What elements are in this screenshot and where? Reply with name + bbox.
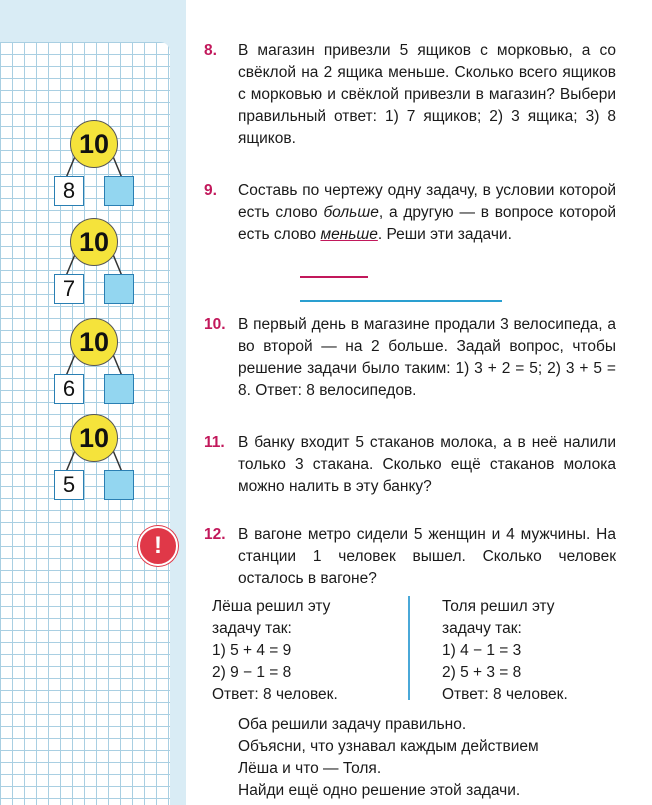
task-text: Составь по чертежу одну задачу, в условии которой есть слово больше, а другую — в вопросе которой есть слово меньше. Реши эти задачи. [238,182,616,243]
task-number: 10. [204,316,226,333]
task-number: 9. [204,182,217,199]
task-11 [204,432,616,498]
part-box-known: 8 [54,176,84,206]
final-question: Оба решили задачу правильно. Объясни, что узнавал каждым действием Лёша и что — Толя. Найди ещё одно решение этой задачи. [238,716,539,799]
task-number: 12. [204,526,226,543]
word-menshe: меньше [320,226,378,243]
part-box-empty [104,176,134,206]
task-8 [204,40,616,150]
part-box-empty [104,374,134,404]
number-tree [54,414,136,506]
number-tree [54,318,136,410]
part-box-known: 7 [54,274,84,304]
part-box-empty [104,274,134,304]
whole-number-circle: 10 [70,120,118,168]
solution-tolya: Толя решил эту задачу так: 1) 4 − 1 = 3 2) 5 + 3 = 8 Ответ: 8 человек. [442,598,568,703]
task-number: 11. [204,434,225,451]
task-text: В банку входит 5 стаканов молока, а в неё налили только 3 стакана. Сколько ещё стаканов молока можно налить в эту банку? [238,434,616,495]
number-tree [54,120,136,212]
task-text: В магазин привезли 5 ящиков с морковью, а со свёклой на 2 ящика меньше. Сколько всего ящиков с морковью и свёклой привезли в магазин? Выбери правильный ответ: 1) 7 ящиков; 2) 3 ящика; 3) 8 ящиков. [238,42,616,147]
task-12 [204,524,616,590]
task-9 [204,180,616,246]
task-text: В вагоне метро сидели 5 женщин и 4 мужчины. На станции 1 человек вышел. Сколько человек осталось в вагоне? [238,526,616,587]
number-tree [54,218,136,310]
part-box-known: 6 [54,374,84,404]
whole-number-circle: 10 [70,318,118,366]
grid-paper [0,42,170,805]
whole-number-circle: 10 [70,414,118,462]
task-text: В первый день в магазине продали 3 велосипеда, а во второй — на 2 больше. Задай вопрос, чтобы решение задачи было таким: 1) 3 + 2 = 5; 2) 3 + 5 = 8. Ответ: 8 велосипедов. [238,316,616,399]
word-bolshe: больше [323,204,379,221]
drawing-segment-short [300,276,368,278]
attention-icon: ! [138,526,178,566]
drawing-segment-long [300,300,502,302]
task-10 [204,314,616,402]
solution-divider [408,596,410,700]
solution-lesha: Лёша решил эту задачу так: 1) 5 + 4 = 9 2) 9 − 1 = 8 Ответ: 8 человек. [212,598,338,703]
whole-number-circle: 10 [70,218,118,266]
part-box-empty [104,470,134,500]
task-number: 8. [204,42,217,59]
part-box-known: 5 [54,470,84,500]
